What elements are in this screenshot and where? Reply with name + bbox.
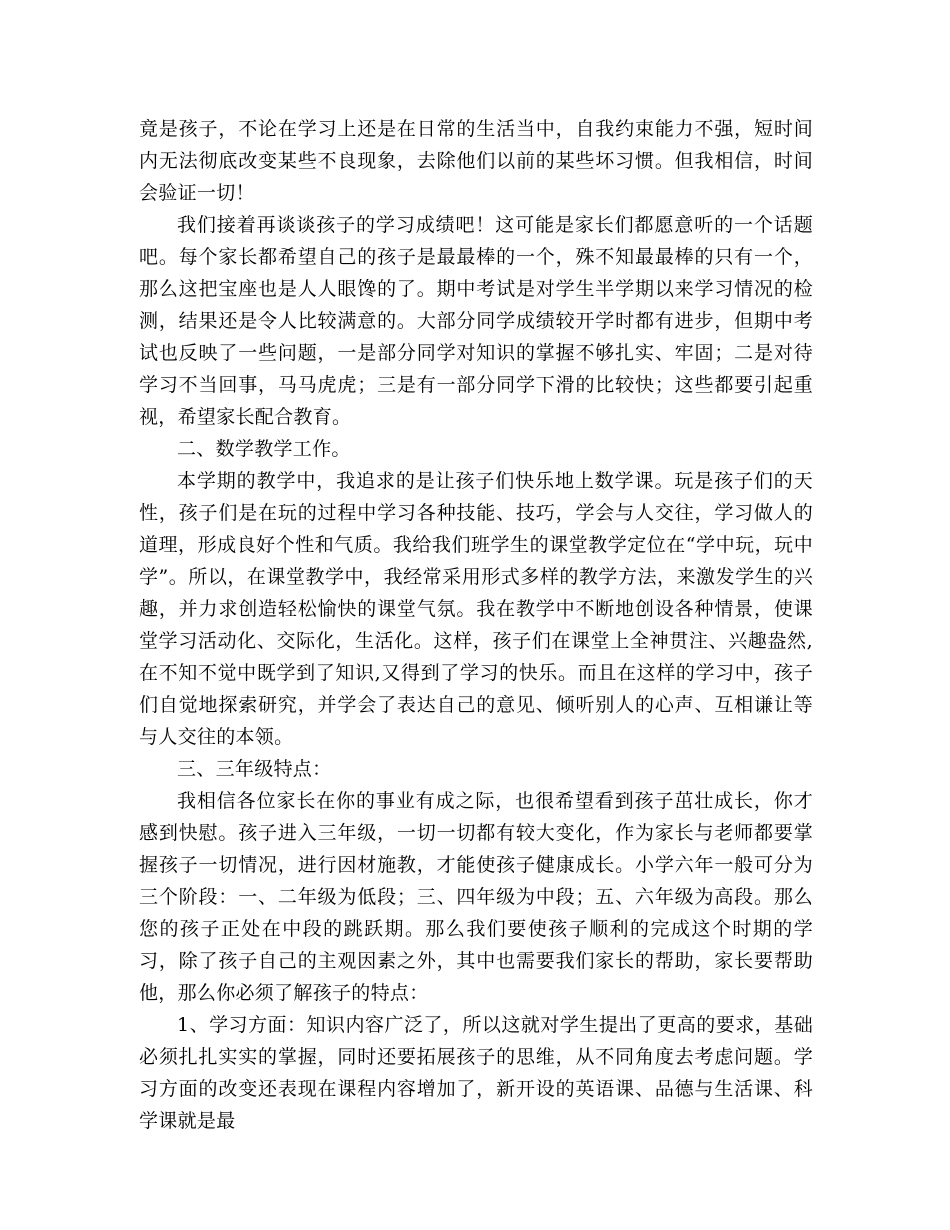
paragraph-math-teaching: 本学期的教学中，我追求的是让孩子们快乐地上数学课。玩是孩子们的天性，孩子们是在玩的过程中学习各种技能、技巧，学会与人交往，学习做人的道理，形成良好个性和气质。我给我们班学生的课堂教学定位在“学中玩，玩中学”。所以，在课堂教学中，我经常采用形式多样的教学方法，来激发学生的兴趣，并力求创造轻松愉快的课堂气氛。我在教学中不断地创设各种情景，使课堂学习活动化、交际化，生活化。这样，孩子们在课堂上全神贯注、兴趣盎然,在不知不觉中既学到了知识,又得到了学习的快乐。而且在这样的学习中，孩子们自觉地探索研究，并学会了表达自己的意见、倾听别人的心声、互相谦让等与人交往的本领。 bbox=[139, 470, 813, 748]
section-heading-math-teaching: 二、数学教学工作。 bbox=[177, 438, 351, 460]
paragraph-grades: 我们接着再谈谈孩子的学习成绩吧！这可能是家长们都愿意听的一个话题吧。每个家长都希望自己的孩子是最最棒的一个，殊不知最最棒的只有一个，那么这把宝座也是人人眼馋的了。期中考试是对学生半学期以来学习情况的检测，结果还是令人比较满意的。大部分同学成绩较开学时都有进步，但期中考试也反映了一些问题，一是部分同学对知识的掌握不够扎实、牢固；二是对待学习不当回事，马马虎虎；三是有一部分同学下滑的比较快；这些都要引起重视，希望家长配合教育。 bbox=[139, 214, 813, 428]
paragraph-grade-three: 我相信各位家长在你的事业有成之际，也很希望看到孩子茁壮成长，你才感到快慰。孩子进入三年级，一切一切都有较大变化，作为家长与老师都要掌握孩子一切情况，进行因材施教，才能使孩子健康成长。小学六年一般可分为三个阶段：一、二年级为低段；三、四年级为中段；五、六年级为高段。那么您的孩子正处在中段的跳跃期。那么我们要使孩子顺利的完成这个时期的学习，除了孩子自己的主观因素之外，其中也需要我们家长的帮助，家长要帮助他，那么你必须了解孩子的特点： bbox=[139, 790, 813, 1004]
document-body bbox=[139, 113, 813, 1137]
section-heading-grade-three: 三、三年级特点： bbox=[177, 758, 332, 780]
paragraph-learning-aspect: 1、学习方面：知识内容广泛了，所以这就对学生提出了更高的要求，基础必须扎扎实实的掌握，同时还要拓展孩子的思维，从不同角度去考虑问题。学习方面的改变还表现在课程内容增加了，新开设的英语课、品德与生活课、科学课就是最 bbox=[139, 1014, 813, 1132]
paragraph-continuation: 竟是孩子，不论在学习上还是在日常的生活当中，自我约束能力不强，短时间内无法彻底改变某些不良现象，去除他们以前的某些坏习惯。但我相信，时间会验证一切！ bbox=[139, 118, 813, 204]
